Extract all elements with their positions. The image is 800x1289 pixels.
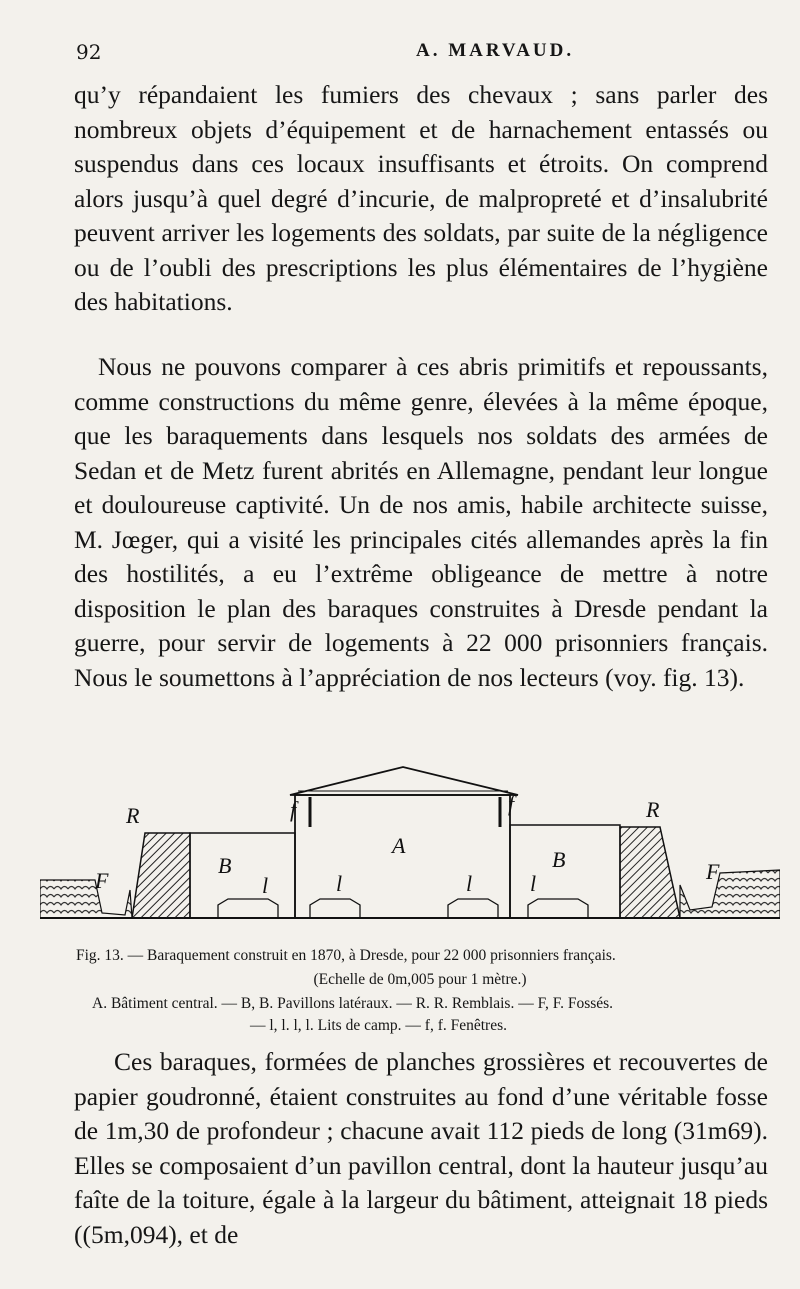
label-R-left: R [126, 803, 140, 828]
camp-bed-1 [218, 899, 278, 918]
camp-bed-4 [528, 899, 588, 918]
label-F-right: F [706, 859, 720, 884]
label-l-2: l [336, 871, 343, 896]
running-head: A. MARVAUD. [416, 40, 575, 61]
paragraph-2: Nous ne pouvons comparer à ces abris primitifs et repoussants, comme constructions du même genre, élevées à la même époque, que les baraquements dans lesquels nos soldats des armées de Sedan et de Metz furent abrités en Allemagne, pendant leur longue et douloureuse captivité. Un de nos amis, habile architecte suisse, M. Jœger, qui a visité les principales cités allemandes après la fin des hostilités, a eu l’extrême obligeance de mettre à notre disposition le plan des baraques construites à Dresde pendant la guerre, pour servir de logements à 22 000 prisonniers français. Nous le soumettons à l’appréciation de nos lecteurs (voy. fig. 13). [74, 352, 768, 692]
figure-caption-title: Fig. 13. — Baraquement construit en 1870, à Dresde, pour 22 000 prisonniers français. [76, 947, 616, 964]
page-header [76, 40, 766, 72]
paragraph-3: Ces baraques, formées de planches grossières et recouvertes de papier goudronné, étaient construites au fond d’une véritable fosse de 1m,30 de profondeur ; chacune avait 112 pieds de long (31m69). Elles se composaient d’un pavillon central, dont la hauteur jusqu’au faîte de la toiture, égale à la largeur du bâtiment, atteignait 18 pieds ((5m,094), et de [74, 1047, 768, 1249]
left-pavilion [190, 833, 295, 918]
camp-bed-2 [310, 899, 360, 918]
right-embankment [620, 827, 680, 918]
figure-caption-legend-2: — l, l. l, l. Lits de camp. — f, f. Fenêtres. [250, 1017, 507, 1034]
label-f-left: f [290, 797, 297, 822]
label-R-right: R [646, 797, 660, 822]
page-number: 92 [76, 40, 102, 64]
label-f-right: f [508, 791, 515, 816]
label-l-4: l [530, 871, 537, 896]
right-ditch-earth [680, 870, 780, 918]
label-l-1: l [262, 873, 269, 898]
label-l-3: l [466, 871, 473, 896]
label-F-left: F [95, 868, 109, 893]
barrack-cross-section-figure [40, 755, 780, 935]
paragraph-1: qu’y répandaient les fumiers des chevaux ; sans parler des nombreux objets d’équipement et de harnachement entassés ou suspendus dans ces locaux insuffisants et étroits. On comprend alors jusqu’à quel degré d’incurie, de malpropreté et d’insalubrité peuvent arriver les logements des soldats, par suite de la négligence ou de l’oubli des prescriptions les plus élémentaires de l’hygiène des habitations. [74, 80, 768, 316]
label-A: A [392, 833, 406, 858]
figure-caption-scale: (Echelle de 0m,005 pour 1 mètre.) [313, 971, 527, 988]
label-B-left: B [218, 853, 232, 878]
figure-caption-legend-1: A. Bâtiment central. — B, B. Pavillons latéraux. — R. R. Remblais. — F, F. Fossés. [92, 995, 614, 1012]
left-embankment [132, 833, 190, 918]
camp-bed-3 [448, 899, 498, 918]
label-B-right: B [552, 847, 566, 872]
left-ditch-earth [40, 880, 132, 918]
